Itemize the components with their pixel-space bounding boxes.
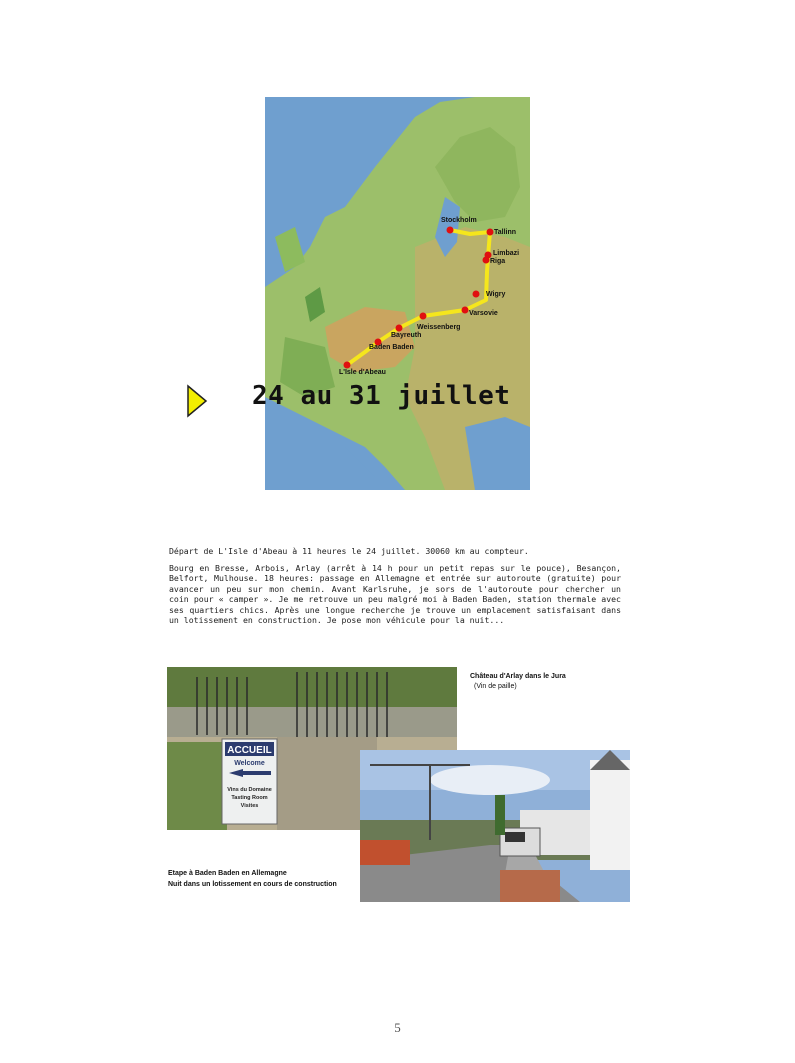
map-label-weissenberg: Weissenberg xyxy=(417,324,461,331)
marker-wigry xyxy=(473,291,480,298)
caption-baden-line2: Nuit dans un lotissement en cours de construction xyxy=(168,881,337,888)
caption-baden-line1: Etape à Baden Baden en Allemagne xyxy=(168,870,287,877)
marker-bayreuth xyxy=(396,325,403,332)
map-label-riga: Riga xyxy=(490,258,506,265)
marker-tallinn xyxy=(487,229,494,236)
map-label-bayreuth: Bayreuth xyxy=(391,332,422,339)
caption-baden xyxy=(168,868,337,890)
page-number: 5 xyxy=(394,1020,401,1035)
arrow-bullet-icon xyxy=(186,384,208,418)
europe-map xyxy=(265,97,530,490)
map-label-tallinn: Tallinn xyxy=(494,229,517,236)
caption-chateau xyxy=(470,672,566,692)
marker-stockholm xyxy=(447,227,454,234)
photo-baden-graphic xyxy=(360,750,630,902)
paragraph-route: Bourg en Bresse, Arbois, Arlay (arrêt à 14 h pour un petit repas sur le pouce), Besançon, Belfort, Mulhouse. 18 heures: passage en Allemagne et entrée sur autoroute (gratuite) pour avancer un peu sur mon chemin. Avant Karlsruhe, je sors de l'autoroute pour chercher un coin pour « camper ». Je me retrouve un peu malgré moi à Baden Baden, station thermale avec ses quartiers chics. Après une longue recherche je trouve un emplacement satisfaisant dans un lotissement en construction. Je pose mon véhicule pour la nuit... xyxy=(169,562,621,625)
sign-line-2: Tasting Room xyxy=(231,795,268,801)
caption-chateau-line1: Château d'Arlay dans le Jura xyxy=(470,673,566,680)
map-graphic xyxy=(265,97,530,490)
map-label-limbazi: Limbazi xyxy=(493,250,520,257)
journal-text xyxy=(169,546,621,632)
photo-baden-baden xyxy=(360,750,630,902)
map-label-stockholm: Stockholm xyxy=(441,217,477,224)
map-label-varsovie: Varsovie xyxy=(469,310,498,317)
sign-title: ACCUEIL xyxy=(227,745,272,756)
sign-line-3: Visites xyxy=(240,803,259,809)
marker-varsovie xyxy=(462,307,469,314)
marker-lisle-dabeau xyxy=(344,362,351,369)
map-label-baden-baden: Baden Baden xyxy=(369,344,414,351)
caption-chateau-line2: (Vin de paille) xyxy=(474,683,517,690)
paragraph-departure: Départ de L'Isle d'Abeau à 11 heures le 24 juillet. 30060 km au compteur. xyxy=(169,546,529,556)
page-heading: 24 au 31 juillet xyxy=(252,381,511,411)
map-label-wigry: Wigry xyxy=(486,291,506,298)
map-label-lisle-dabeau: L'Isle d'Abeau xyxy=(339,369,386,376)
sign-line-1: Vins du Domaine xyxy=(227,787,272,793)
sign-welcome: Welcome xyxy=(234,760,265,767)
marker-weissenberg xyxy=(420,313,427,320)
